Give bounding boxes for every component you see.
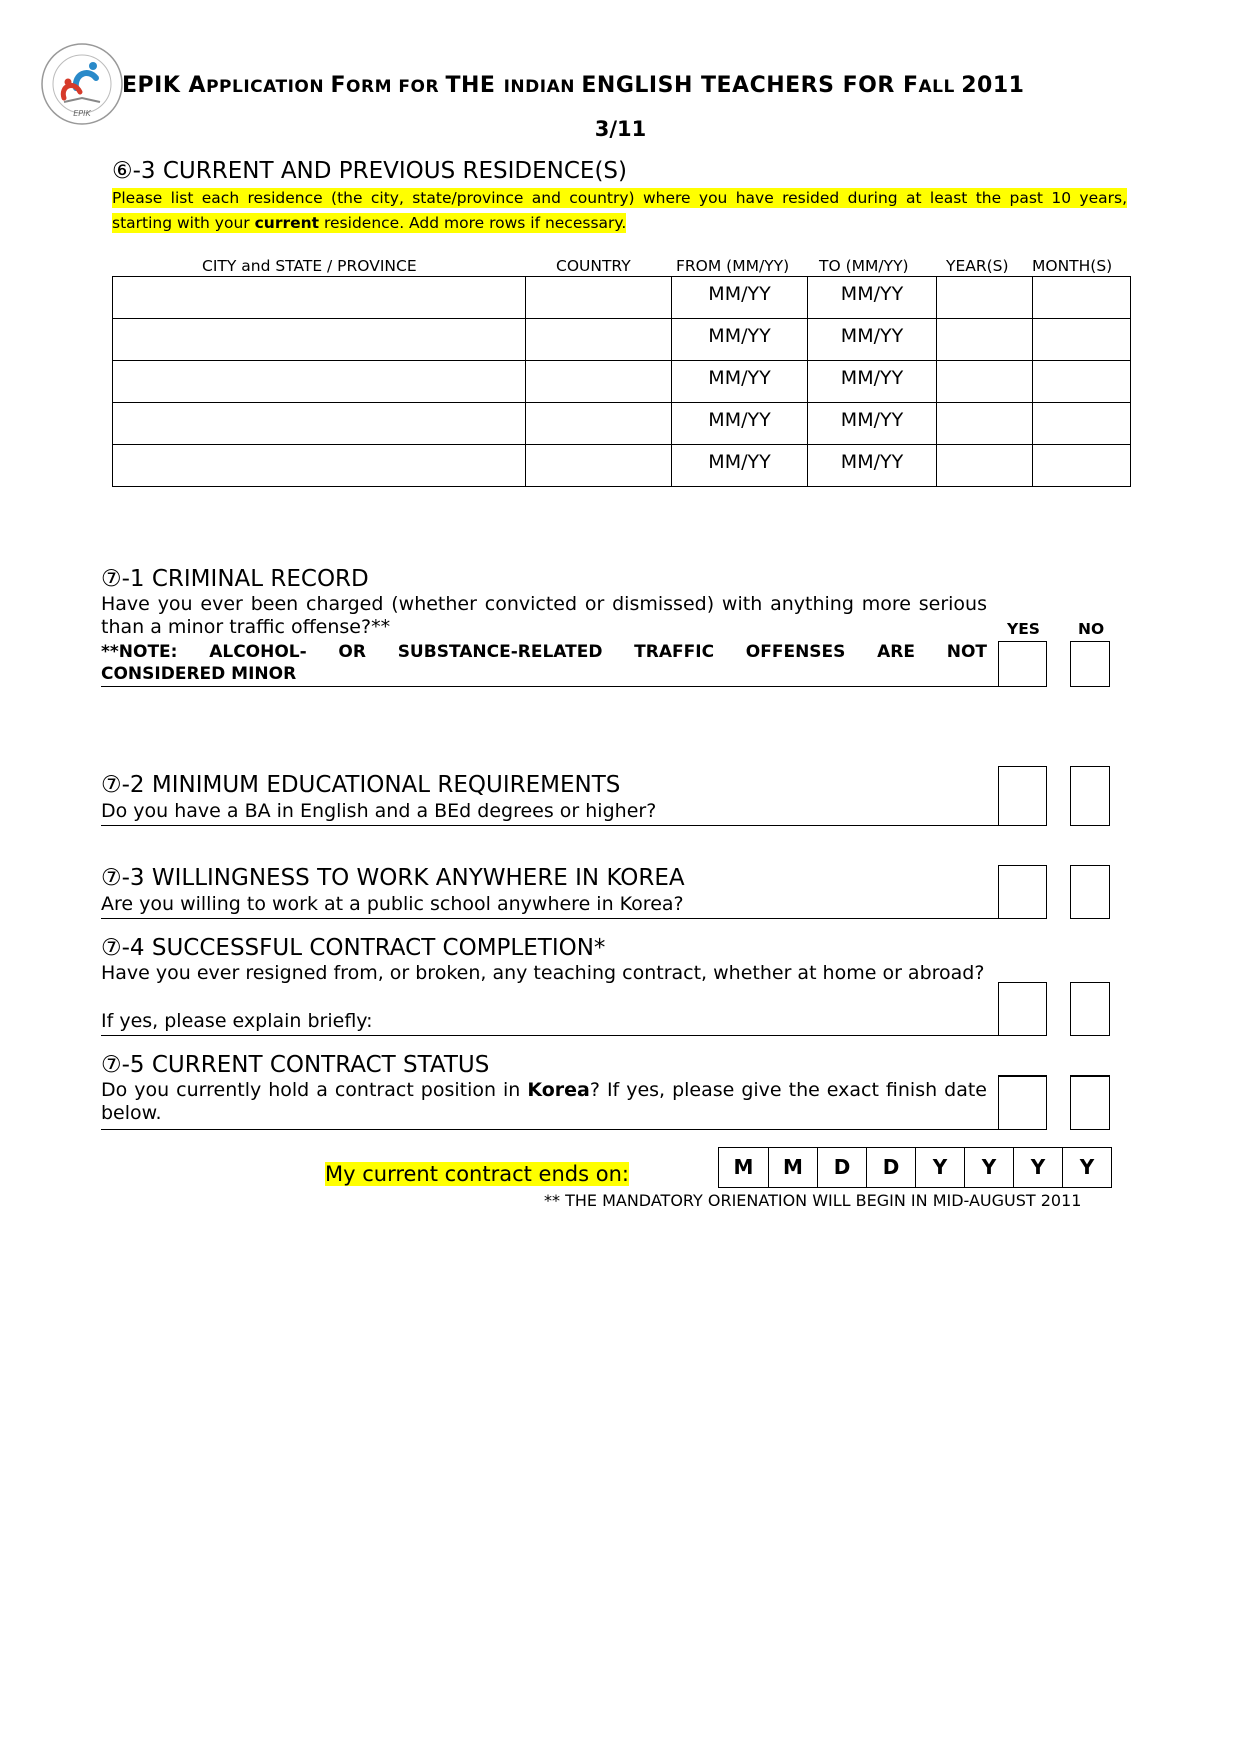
epik-logo-icon — [40, 42, 124, 126]
column-header-from: FROM (MM/YY) — [676, 257, 790, 275]
title-part: ORM FOR — [346, 77, 446, 97]
months-cell[interactable] — [1033, 403, 1131, 445]
column-header-country: COUNTRY — [556, 257, 631, 275]
title-part: INDIAN — [503, 77, 582, 97]
title-part: F — [330, 73, 347, 98]
years-cell[interactable] — [937, 445, 1033, 487]
to-date-cell[interactable]: MM/YY — [808, 319, 937, 361]
residence-row — [113, 319, 1131, 361]
criminal-section-title: ⑦-1 CRIMINAL RECORD — [101, 566, 369, 592]
residence-row — [113, 277, 1131, 319]
to-date-cell[interactable]: MM/YY — [808, 403, 937, 445]
residence-table — [112, 276, 1131, 487]
title-part: F — [902, 73, 919, 98]
willingness-underline — [101, 918, 998, 919]
years-cell[interactable] — [937, 361, 1033, 403]
residence-row — [113, 445, 1131, 487]
willingness-section-title: ⑦-3 WILLINGNESS TO WORK ANYWHERE IN KOREA — [101, 865, 685, 891]
city-cell[interactable] — [113, 277, 526, 319]
date-digit-box[interactable]: M — [733, 1155, 754, 1179]
contract-status-yes-checkbox[interactable] — [998, 1075, 1047, 1130]
column-header-years: YEAR(S) — [946, 257, 1009, 275]
willingness-yes-checkbox[interactable] — [998, 865, 1047, 919]
city-cell[interactable] — [113, 445, 526, 487]
willingness-no-checkbox[interactable] — [1070, 865, 1110, 919]
date-digit-box[interactable]: D — [817, 1148, 866, 1187]
willingness-question: Are you willing to work at a public school anywhere in Korea? — [101, 893, 684, 915]
completion-question: Have you ever resigned from, or broken, any teaching contract, whether at home or abroad? — [101, 962, 985, 984]
education-question: Do you have a BA in English and a BEd degrees or higher? — [101, 800, 657, 822]
title-part: THE — [445, 73, 504, 98]
from-date-cell[interactable]: MM/YY — [672, 403, 808, 445]
criminal-yes-checkbox[interactable] — [998, 641, 1047, 687]
residence-section-title: ⑥-3 CURRENT AND PREVIOUS RESIDENCE(S) — [112, 158, 628, 184]
country-cell[interactable] — [526, 445, 672, 487]
months-cell[interactable] — [1033, 319, 1131, 361]
contract-end-label: My current contract ends on: — [325, 1162, 629, 1186]
date-digit-box[interactable]: Y — [1062, 1148, 1111, 1187]
contract-status-section-title: ⑦-5 CURRENT CONTRACT STATUS — [101, 1052, 490, 1078]
country-cell[interactable] — [526, 319, 672, 361]
from-date-cell[interactable]: MM/YY — [672, 277, 808, 319]
yes-label: YES — [1007, 620, 1040, 638]
criminal-no-checkbox[interactable] — [1070, 641, 1110, 687]
completion-section-title: ⑦-4 SUCCESSFUL CONTRACT COMPLETION* — [101, 935, 606, 961]
contract-status-no-checkbox[interactable] — [1070, 1075, 1110, 1130]
page-number: 3/11 — [594, 117, 647, 141]
contract-status-underline — [101, 1129, 998, 1130]
months-cell[interactable] — [1033, 445, 1131, 487]
no-label: NO — [1078, 620, 1105, 638]
column-header-to: TO (MM/YY) — [819, 257, 909, 275]
months-cell[interactable] — [1033, 361, 1131, 403]
date-digit-box[interactable]: Y — [1013, 1148, 1062, 1187]
completion-yes-checkbox[interactable] — [998, 982, 1047, 1036]
criminal-note-line1: **NOTE: ALCOHOL- OR SUBSTANCE-RELATED TRAFFIC OFFENSES ARE NOT — [101, 642, 987, 662]
years-cell[interactable] — [937, 319, 1033, 361]
education-section-title: ⑦-2 MINIMUM EDUCATIONAL REQUIREMENTS — [101, 772, 621, 798]
contract-status-question: Do you currently hold a contract position in Korea? If yes, please give the exact finish date below. — [101, 1079, 987, 1124]
completion-explain: If yes, please explain briefly: — [101, 1010, 373, 1032]
title-part: ENGLISH TEACHERS FOR — [581, 73, 903, 98]
from-date-cell[interactable]: MM/YY — [672, 319, 808, 361]
country-cell[interactable] — [526, 403, 672, 445]
city-cell[interactable] — [113, 319, 526, 361]
from-date-cell[interactable]: MM/YY — [672, 445, 808, 487]
country-cell[interactable] — [526, 361, 672, 403]
education-yes-checkbox[interactable] — [998, 766, 1047, 826]
education-underline — [101, 825, 998, 826]
column-header-city: CITY and STATE / PROVINCE — [202, 257, 417, 275]
years-cell[interactable] — [937, 277, 1033, 319]
epik-logo — [40, 42, 124, 126]
criminal-underline — [101, 686, 998, 687]
page-title — [122, 73, 1024, 98]
title-part: ALL — [918, 77, 962, 97]
orientation-note: ** THE MANDATORY ORIENATION WILL BEGIN IN MID-AUGUST 2011 — [544, 1191, 1082, 1210]
years-cell[interactable] — [937, 403, 1033, 445]
from-date-cell[interactable]: MM/YY — [672, 361, 808, 403]
completion-no-checkbox[interactable] — [1070, 982, 1110, 1036]
country-cell[interactable] — [526, 277, 672, 319]
residence-row — [113, 361, 1131, 403]
title-part: EPIK — [122, 73, 189, 98]
city-cell[interactable] — [113, 403, 526, 445]
title-part: A — [188, 73, 207, 98]
svg-text:EPIK: EPIK — [73, 109, 91, 118]
title-part: 2011 — [961, 73, 1025, 98]
to-date-cell[interactable]: MM/YY — [808, 361, 937, 403]
city-cell[interactable] — [113, 361, 526, 403]
criminal-question: Have you ever been charged (whether convicted or dismissed) with anything more serious than a minor traffic offense?** — [101, 593, 987, 638]
date-digit-box[interactable]: Y — [964, 1148, 1013, 1187]
months-cell[interactable] — [1033, 277, 1131, 319]
date-digit-box[interactable]: D — [866, 1148, 915, 1187]
residence-instructions: Please list each residence (the city, state/province and country) where you have resided during at least the past 10 years, starting with your current residence. Add more rows if necessary. — [112, 189, 1127, 232]
residence-row — [113, 403, 1131, 445]
education-no-checkbox[interactable] — [1070, 766, 1110, 826]
to-date-cell[interactable]: MM/YY — [808, 277, 937, 319]
to-date-cell[interactable]: MM/YY — [808, 445, 937, 487]
title-part: PPLICATION — [206, 77, 331, 97]
date-digit-box[interactable]: Y — [915, 1148, 964, 1187]
criminal-note-line2: CONSIDERED MINOR — [101, 664, 297, 684]
contract-end-date-input[interactable] — [718, 1147, 1112, 1188]
column-header-months: MONTH(S) — [1032, 257, 1113, 275]
completion-underline — [101, 1035, 998, 1036]
date-digit-box[interactable]: M — [768, 1148, 817, 1187]
